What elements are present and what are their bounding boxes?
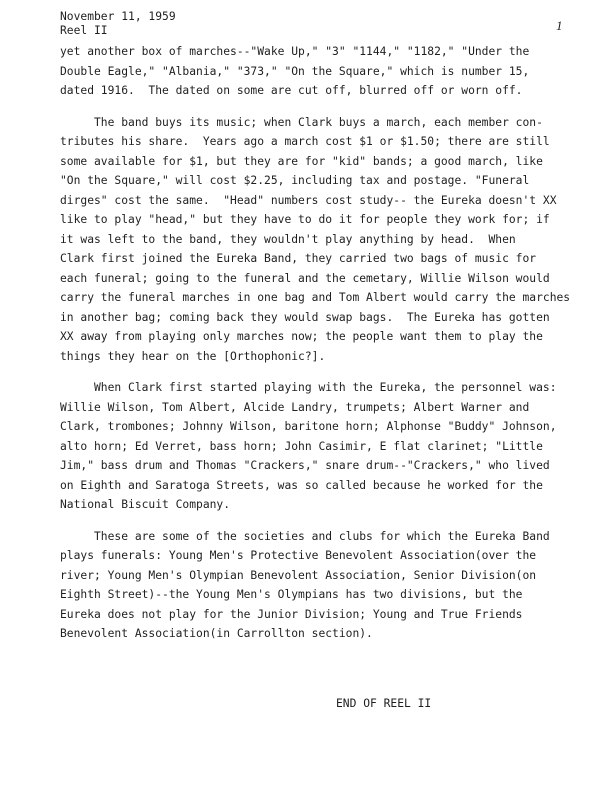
text-line: The band buys its music; when Clark buys a march, each member con- [60,115,543,129]
paragraph-gap [60,515,590,527]
text-line: National Biscuit Company. [60,498,231,511]
text-line: XX away from playing only marches now; the people want them to play the [60,330,543,343]
text-line: plays funerals: Young Men's Protective Benevolent Association(over the [60,549,537,562]
text-line: alto horn; Ed Verret, bass horn; John Casimir, E flat clarinet; "Little [60,439,543,453]
text-line: carry the funeral marches in one bag and Tom Albert would carry the marches [60,291,571,304]
paragraph [60,378,590,515]
text-line: Jim," bass drum and Thomas "Crackers," snare drum--"Crackers," who lived [60,459,550,472]
text-line: river; Young Men's Olympian Benevolent Association, Senior Division(on [60,568,537,582]
transcript-body [60,42,590,644]
text-line: Benevolent Association(in Carrollton section). [60,627,373,640]
text-line: yet another box of marches--"Wake Up," "3" "1144," "1182," "Under the [60,45,530,58]
text-line: like to play "head," but they have to do it for people they work for; if [60,213,550,226]
paragraph [60,42,590,101]
text-line: "On the Square," will cost $2.25, including tax and postage. "Funeral [60,174,530,187]
text-line: each funeral; going to the funeral and the cemetary, Willie Wilson would [60,271,550,285]
text-line: Eureka does not play for the Junior Division; Young and True Friends [60,607,523,621]
text-line: on Eighth and Saratoga Streets, was so called because he worked for the [60,478,543,492]
text-line: These are some of the societies and clubs for which the Eureka Band [60,529,550,543]
text-line: Clark, trombones; Johnny Wilson, baritone horn; Alphonse "Buddy" Johnson, [60,420,557,433]
text-line: When Clark first started playing with the Eureka, the personnel was: [60,381,557,394]
paragraph [60,113,590,367]
end-of-reel-note: END OF REEL II [336,697,432,710]
text-line: Willie Wilson, Tom Albert, Alcide Landry, trumpets; Albert Warner and [60,400,530,414]
text-line: Clark first joined the Eureka Band, they carried two bags of music for [60,252,537,265]
text-line: things they hear on the [Orthophonic?]. [60,349,326,363]
text-line: in another bag; coming back they would swap bags. The Eureka has gotten [60,310,550,324]
text-line: some available for $1, but they are for "kid" bands; a good march, like [60,154,543,168]
page-header [60,10,176,38]
header-reel: Reel II [60,24,108,37]
text-line: Double Eagle," "Albania," "373," "On the Square," which is number 15, [60,64,530,78]
paragraph-gap [60,101,590,113]
text-line: tributes his share. Years ago a march cost $1 or $1.50; there are still [60,135,550,148]
text-line: dirges" cost the same. "Head" numbers cost study-- the Eureka doesn't XX [60,193,557,207]
text-line: dated 1916. The dated on some are cut off, blurred off or worn off. [60,84,523,97]
paragraph [60,527,590,644]
handwritten-page-mark: 1 [556,18,563,33]
paragraph-gap [60,366,590,378]
header-date: November 11, 1959 [60,10,176,23]
text-line: it was left to the band, they wouldn't play anything by head. When [60,232,516,246]
text-line: Eighth Street)--the Young Men's Olympians has two divisions, but the [60,588,523,601]
